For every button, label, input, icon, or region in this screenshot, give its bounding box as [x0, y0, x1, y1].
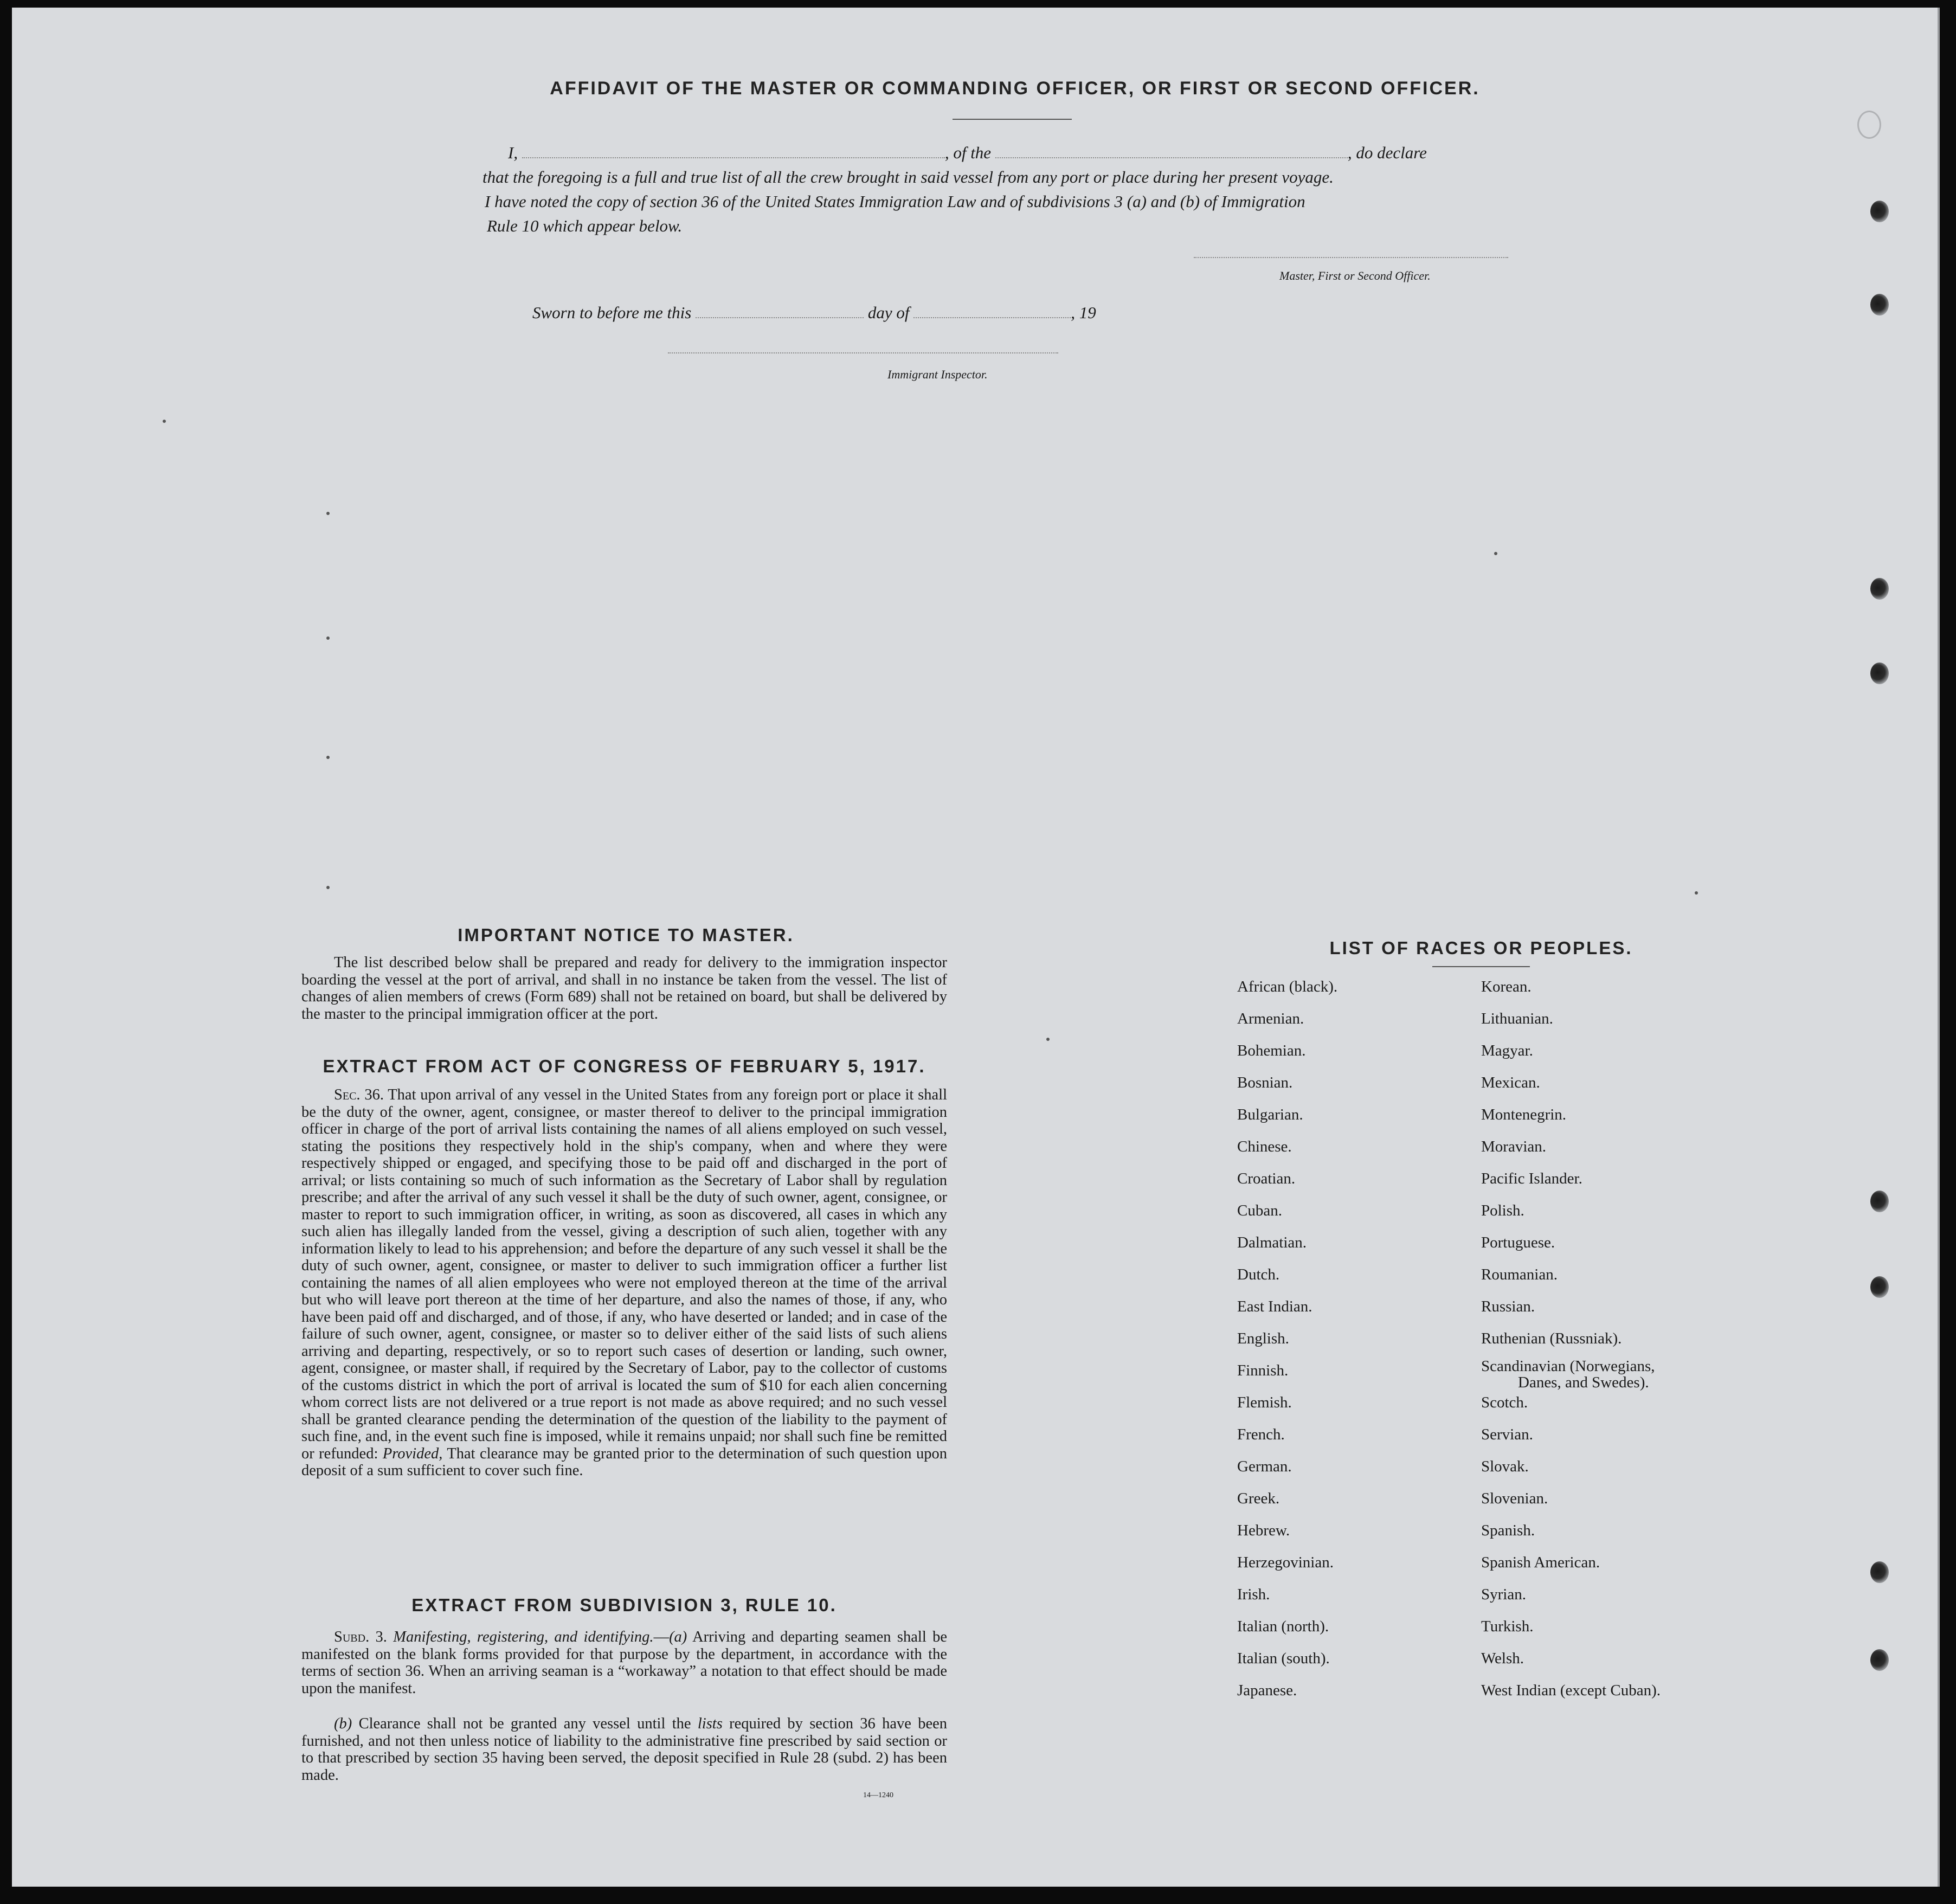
race-item: Dutch.	[1237, 1266, 1280, 1283]
race-item: Armenian.	[1237, 1010, 1304, 1027]
title-divider	[953, 119, 1072, 120]
race-item: Portuguese.	[1481, 1234, 1555, 1251]
inspector-signature-field[interactable]	[668, 352, 1058, 353]
punch-hole	[1870, 578, 1889, 600]
punch-hole	[1870, 294, 1889, 316]
race-item: Lithuanian.	[1481, 1010, 1553, 1027]
sworn-month-field[interactable]	[913, 317, 1071, 318]
race-item: Turkish.	[1481, 1618, 1534, 1635]
stray-mark	[326, 512, 330, 515]
race-item: Chinese.	[1237, 1138, 1292, 1155]
subd-heading: Manifesting, registering, and identifying.	[393, 1629, 654, 1645]
race-item: Spanish.	[1481, 1522, 1535, 1539]
subd-label: Subd. 3.	[334, 1629, 387, 1645]
name-field[interactable]	[522, 157, 945, 158]
sworn-day-field[interactable]	[696, 317, 864, 318]
punch-hole	[1870, 1649, 1889, 1671]
affidavit-line-1	[508, 143, 1427, 163]
race-item: English.	[1237, 1330, 1289, 1347]
race-item: Greek.	[1237, 1490, 1280, 1507]
day-of-label: day of	[867, 303, 910, 322]
punch-hole	[1870, 1276, 1889, 1298]
sworn-label: Sworn to before me this	[532, 303, 692, 322]
race-item: Dalmatian.	[1237, 1234, 1307, 1251]
affidavit-of-the: , of the	[944, 143, 992, 162]
stray-mark	[326, 886, 330, 889]
race-item: Finnish.	[1237, 1362, 1289, 1379]
sworn-line	[532, 303, 1096, 323]
race-item: West Indian (except Cuban).	[1481, 1682, 1661, 1699]
race-item: Spanish American.	[1481, 1554, 1600, 1571]
affidavit-title: AFFIDAVIT OF THE MASTER OR COMMANDING OFFICER, OR FIRST OR SECOND OFFICER.	[550, 78, 1480, 99]
races-column-2	[1481, 978, 1730, 1726]
stray-mark	[163, 420, 166, 423]
race-item: Flemish.	[1237, 1394, 1292, 1411]
stray-mark	[326, 636, 330, 640]
race-item-continued: Danes, and Swedes).	[1518, 1374, 1649, 1391]
stray-mark	[1046, 1038, 1050, 1041]
signature-field[interactable]	[1194, 257, 1508, 258]
race-item: Bosnian.	[1237, 1074, 1293, 1091]
punch-hole	[1870, 201, 1889, 222]
race-item: Roumanian.	[1481, 1266, 1558, 1283]
stray-mark	[1494, 552, 1497, 555]
affidavit-i: I,	[508, 143, 518, 162]
para-b-label: (b)	[334, 1715, 352, 1732]
notice-title: IMPORTANT NOTICE TO MASTER.	[458, 925, 794, 945]
race-item: Slovenian.	[1481, 1490, 1548, 1507]
stray-mark	[326, 756, 330, 759]
race-item: Magyar.	[1481, 1042, 1533, 1059]
affidavit-declare: , do declare	[1347, 143, 1427, 162]
notice-text: The list described below shall be prepared and ready for delivery to the immigration inspector boarding the vessel at the port of arrival, and shall in no instance be taken from the vessel. The list of changes of alien members of crews (Form 689) shall not be retained on board, but shall be delivered by the master to the principal immigration officer at the port.	[301, 954, 947, 1022]
act-text	[301, 1086, 947, 1480]
race-item: Slovak.	[1481, 1458, 1529, 1475]
provided-label: Provided,	[382, 1445, 443, 1462]
vessel-field[interactable]	[995, 157, 1348, 158]
para-a-text: Arriving and departing seamen shall be manifested on the blank forms provided for that purpose by the department, in accordance with the terms of section 36. When an arriving seaman is a “workaway” a notation to that effect should be made upon the manifest.	[301, 1629, 947, 1697]
punch-hole	[1870, 1191, 1889, 1212]
sec-label: Sec. 36.	[334, 1086, 384, 1103]
rule-para-a: Subd. 3. Manifesting, registering, and identifying.—(a) Arriving and departing seamen shall be manifested on the blank forms provided for that purpose by the department, in accordance with the terms of section 36. When an arriving seaman is a “workaway” a notation to that effect should be made upon the manifest.	[301, 1629, 947, 1697]
inspector-label: Immigrant Inspector.	[887, 368, 988, 381]
affidavit-line-2: that the foregoing is a full and true list of all the crew brought in said vessel from any port or place during her present voyage.	[482, 168, 1334, 186]
stray-mark	[1695, 891, 1698, 895]
race-item: Mexican.	[1481, 1074, 1540, 1091]
race-item: Russian.	[1481, 1298, 1535, 1315]
race-item: French.	[1237, 1426, 1285, 1443]
race-item: Moravian.	[1481, 1138, 1546, 1155]
punch-hole	[1870, 662, 1889, 684]
race-item: Syrian.	[1481, 1586, 1526, 1603]
race-item: African (black).	[1237, 978, 1338, 995]
year-label: , 19	[1071, 303, 1096, 322]
race-item: Irish.	[1237, 1586, 1270, 1603]
rule-para-b	[301, 1715, 947, 1784]
para-b-lists: lists	[697, 1715, 723, 1732]
race-item: Montenegrin.	[1481, 1106, 1567, 1123]
race-item: Polish.	[1481, 1202, 1524, 1219]
affidavit-line-4: Rule 10 which appear below.	[487, 216, 683, 235]
form-sheet	[12, 8, 1940, 1887]
act-body: That upon arrival of any vessel in the United States from any foreign port or place it shall be the duty of the owner, agent, consignee, or master thereof to deliver to the principal immigration officer in charge of the port of arrival lists containing the names of all aliens employed on such vessel, stating the positions they respectively hold in the ship's company, when and where they were respectively shipped or engaged, and specifying those to be paid off and discharged in the port of arrival; or lists containing so much of such information as the Secretary of Labor shall by regulation prescribe; and after the arrival of any such vessel it shall be the duty of such owner, agent, consignee, or master to report to such immigration officer, in writing, as soon as discovered, all cases in which any such alien has illegally landed from the vessel, giving a description of such alien, together with any information likely to lead to his apprehension; and before the departure of any such vessel it shall be the duty of such owner, agent, consignee, or master to deliver to such immigration officer a further list containing the names of all alien employees who were not employed thereon at the time of the arrival but who will leave port thereon at the time of her departure, and also the names of those, if any, who have been paid off and discharged, and of those, if any, who have deserted or landed; and in case of the failure of such owner, agent, consignee, or master so to deliver either of the said lists of such aliens arriving and departing, respectively, or so to report such cases of desertion or landing, such owner, agent, consignee, or master shall, if required by the Secretary of Labor, pay to the collector of customs of the customs district in which the port of arrival is located the sum of $10 for each alien concerning whom correct lists are not delivered or a true report is not made as above required; and no such vessel shall be granted clearance pending the determination of the question of the liability to the payment of such fine, and, in the event such fine is imposed, while it remains unpaid; nor shall such fine be remitted or refunded:	[301, 1086, 947, 1462]
punch-hole-outline	[1857, 111, 1881, 139]
race-item: German.	[1237, 1458, 1292, 1475]
race-item: Welsh.	[1481, 1650, 1524, 1667]
print-code: 14—1240	[863, 1791, 893, 1799]
race-item: Servian.	[1481, 1426, 1533, 1443]
race-item: East Indian.	[1237, 1298, 1312, 1315]
para-b-text-1: Clearance shall not be granted any vessel until the	[358, 1715, 691, 1732]
race-item: Japanese.	[1237, 1682, 1297, 1699]
race-item: Scandinavian (Norwegians,	[1481, 1358, 1655, 1375]
act-body-end: That clearance may be granted prior to the determination of such question upon deposit of a sum sufficient to cover such fine.	[301, 1445, 947, 1479]
rule-title: EXTRACT FROM SUBDIVISION 3, RULE 10.	[411, 1595, 837, 1615]
race-item: Croatian.	[1237, 1170, 1296, 1187]
para-b-text-2: required by section 36 have been furnished, and not then unless notice of liability to the administrative fine prescribed by said section or to that prescribed by section 35 having been served, the deposit specified in Rule 28 (subd. 2) has been made.	[301, 1715, 948, 1784]
race-item: Pacific Islander.	[1481, 1170, 1582, 1187]
signature-label: Master, First or Second Officer.	[1279, 269, 1431, 282]
para-a-label: (a)	[669, 1629, 687, 1645]
act-title: EXTRACT FROM ACT OF CONGRESS OF FEBRUARY 5, 1917.	[323, 1056, 926, 1076]
race-item: Herzegovinian.	[1237, 1554, 1334, 1571]
races-title: LIST OF RACES OR PEOPLES.	[1329, 938, 1633, 958]
races-column-1	[1237, 978, 1487, 1726]
race-item: Italian (north).	[1237, 1618, 1329, 1635]
race-item: Bulgarian.	[1237, 1106, 1303, 1123]
punch-hole	[1870, 1561, 1889, 1583]
race-item: Ruthenian (Russniak).	[1481, 1330, 1622, 1347]
races-title-divider	[1432, 966, 1530, 967]
race-item: Bohemian.	[1237, 1042, 1306, 1059]
affidavit-line-3: I have noted the copy of section 36 of the United States Immigration Law and of subdivisions 3 (a) and (b) of Immigration	[485, 192, 1305, 211]
race-item: Korean.	[1481, 978, 1532, 995]
race-item: Scotch.	[1481, 1394, 1528, 1411]
race-item: Hebrew.	[1237, 1522, 1290, 1539]
race-item: Italian (south).	[1237, 1650, 1330, 1667]
race-item: Cuban.	[1237, 1202, 1282, 1219]
